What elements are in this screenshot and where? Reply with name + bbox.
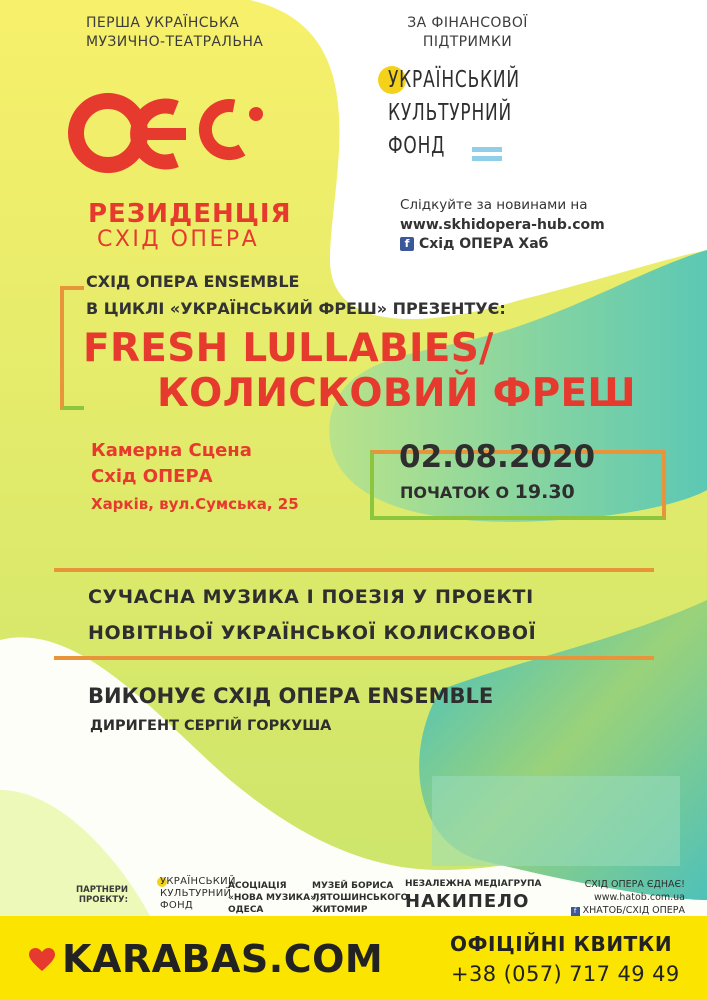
performer-line: ВИКОНУЄ СХІД ОПЕРА ENSEMBLE: [88, 684, 494, 708]
facebook-icon: f: [571, 907, 580, 916]
start-time: [400, 481, 575, 504]
title-bracket: [60, 286, 84, 410]
fund-bar-icon: [472, 147, 502, 152]
support-caption: [400, 14, 535, 52]
partner-ukf-logo: [160, 876, 236, 912]
heart-icon: [29, 948, 55, 972]
fund-line-3: ФОНД: [388, 133, 446, 159]
facebook-link[interactable]: [400, 235, 548, 253]
hatob-facebook-label: ХНАТОБ/СХІД ОПЕРА: [582, 905, 685, 916]
ensemble-line: СХІД ОПЕРА ENSEMBLE: [86, 272, 300, 291]
partner-hatob: [540, 878, 685, 917]
subtitle-line-1: ПЕРША УКРАЇНСЬКА: [86, 15, 240, 31]
partner-ukf-line-3: ФОНД: [160, 900, 194, 911]
residence-subtitle: СХІД ОПЕРА: [97, 227, 260, 252]
unites-slogan: СХІД ОПЕРА ЄДНАЄ!: [584, 879, 685, 890]
description-band: [54, 568, 654, 660]
partner-museum-line-1: МУЗЕЙ БОРИСА: [312, 881, 394, 891]
organization-subtitle: [86, 14, 316, 52]
event-title-line-1: FRESH LULLABIES/: [83, 326, 494, 371]
start-label: ПОЧАТОК О: [400, 483, 510, 502]
partner-assoc-line-1: АСОЦІАЦІЯ: [228, 881, 287, 891]
fund-line-1: УКРАЇНСЬКИЙ: [388, 67, 520, 93]
official-tickets: ОФІЦІЙНІ КВИТКИ: [450, 932, 673, 956]
facebook-icon: f: [400, 237, 414, 251]
venue-line-2: Схід ОПЕРА: [91, 466, 213, 487]
venue-address: Харків, вул.Сумська, 25: [91, 495, 299, 513]
ticket-phone[interactable]: +38 (057) 717 49 49: [451, 962, 680, 986]
venue-line-1: Камерна Сцена: [91, 440, 252, 461]
partner-museum-line-3: ЖИТОМИР: [312, 905, 368, 915]
partner-ukf-line-2: КУЛЬТУРНИЙ: [160, 888, 232, 899]
description-line-2: НОВІТНЬОЇ УКРАЇНСЬКОЇ КОЛИСКОВОЇ: [88, 622, 537, 644]
karabas-brand[interactable]: KARABAS.COM: [62, 937, 384, 981]
residence-title: РЕЗИДЕНЦІЯ: [88, 199, 292, 229]
subtitle-line-2: МУЗИЧНО-ТЕАТРАЛЬНА: [86, 34, 264, 50]
follow-caption: Слідкуйте за новинами на: [400, 197, 588, 213]
conductor-line: ДИРИГЕНТ СЕРГІЙ ГОРКУША: [90, 718, 332, 734]
start-time-value: 19.30: [514, 481, 575, 503]
partner-museum: [312, 880, 412, 916]
skhid-opera-logo: [66, 78, 276, 188]
fund-bar-icon: [472, 156, 502, 161]
ukrainian-cultural-fund-logo: [378, 64, 558, 174]
blank-panel: [432, 776, 680, 866]
facebook-label: Схід ОПЕРА Хаб: [419, 236, 549, 252]
description-line-1: СУЧАСНА МУЗИКА І ПОЕЗІЯ У ПРОЕКТІ: [88, 586, 534, 608]
partners-label-line-1: ПАРТНЕРИ: [76, 885, 128, 895]
partner-media-logo: НАКИПЕЛО: [405, 891, 530, 912]
support-line-2: ПІДТРИМКИ: [422, 34, 513, 50]
partner-assoc-line-3: ОДЕСА: [228, 905, 264, 915]
support-line-1: ЗА ФІНАНСОВОЇ: [407, 15, 528, 31]
event-title-line-2: КОЛИСКОВИЙ ФРЕШ: [157, 371, 636, 416]
hatob-website[interactable]: www.hatob.com.ua: [593, 892, 685, 903]
fund-line-2: КУЛЬТУРНИЙ: [388, 100, 513, 126]
partner-media-caption: НЕЗАЛЕЖНА МЕДІАГРУПА: [405, 879, 542, 889]
partner-ukf-line-1: УКРАЇНСЬКИЙ: [160, 876, 236, 887]
cycle-line: В ЦИКЛІ «УКРАЇНСЬКИЙ ФРЕШ» ПРЕЗЕНТУЄ:: [86, 299, 506, 318]
event-date: 02.08.2020: [399, 439, 596, 475]
partner-museum-line-2: ЛЯТОШИНСЬКОГО,: [312, 893, 412, 903]
partners-label-line-2: ПРОЕКТУ:: [78, 895, 128, 905]
website-link[interactable]: www.skhidopera-hub.com: [400, 217, 605, 233]
partners-label: [60, 885, 128, 905]
partner-association: [228, 880, 319, 916]
partner-assoc-line-2: «НОВА МУЗИКА»,: [228, 893, 320, 903]
